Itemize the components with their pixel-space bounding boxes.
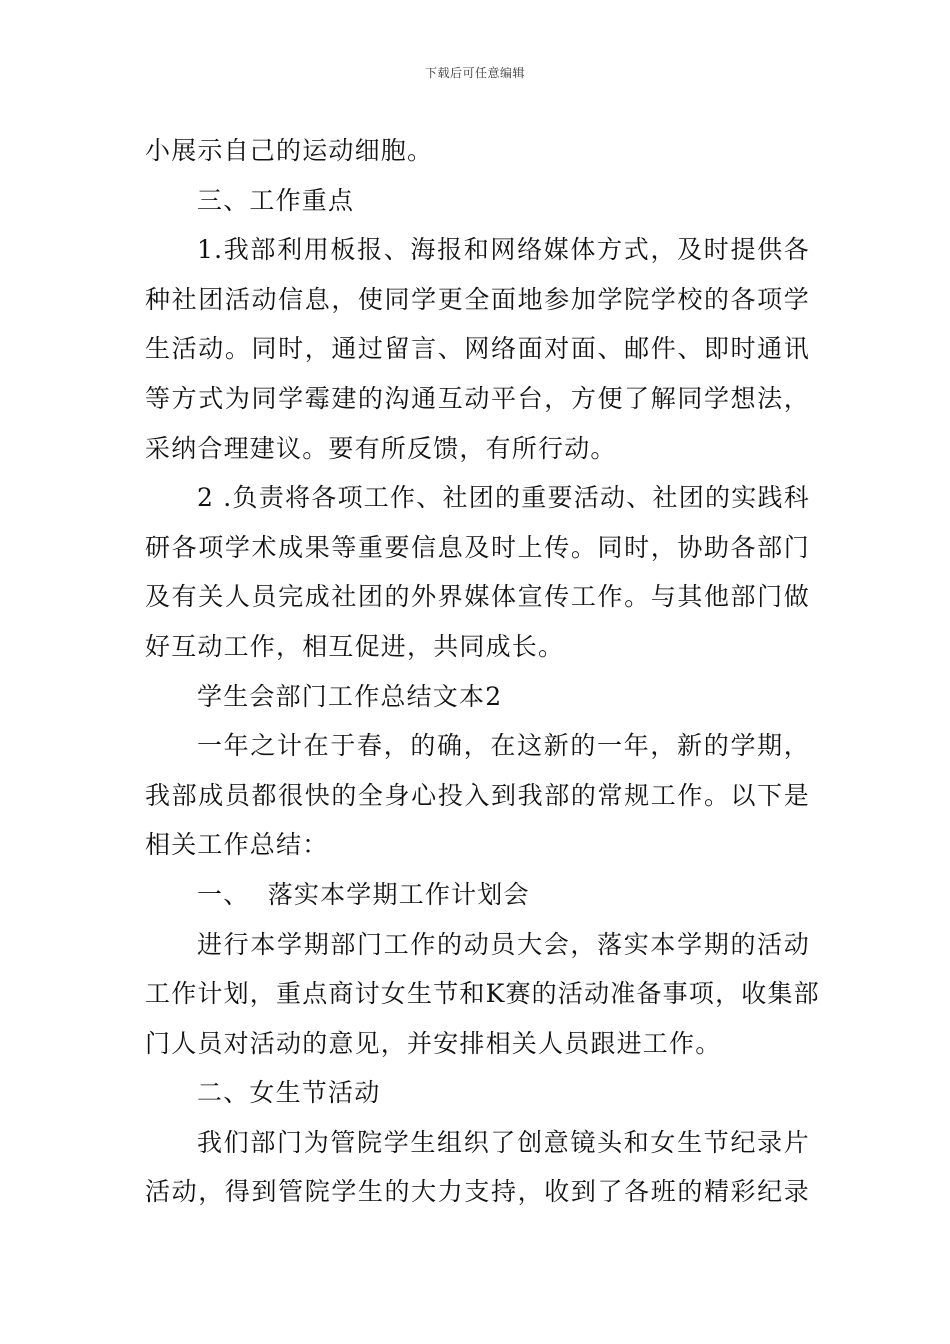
paragraph-line: 相关工作总结： [145, 830, 329, 860]
paragraph-line: 研各项学术成果等重要信息及时上传。同时，协助各部门 [145, 532, 810, 562]
paragraph-line: 活动，得到管院学生的大力支持，收到了各班的精彩纪录 [145, 1177, 810, 1207]
paragraph-line: 1.我部利用板报、海报和网络媒体方式，及时提供各 [197, 235, 810, 265]
paragraph-line: 2 .负责将各项工作、社团的重要活动、社团的实践科 [197, 483, 810, 513]
paragraph-line: 采纳合理建议。要有所反馈，有所行动。 [145, 433, 617, 463]
paragraph-line: 进行本学期部门工作的动员大会，落实本学期的活动 [197, 929, 810, 959]
document-body [145, 126, 820, 1217]
header-note: 下载后可任意编辑 [424, 66, 525, 80]
section-heading: 二、女生节活动 [197, 1078, 381, 1108]
paragraph-line: 我部成员都很快的全身心投入到我部的常规工作。以下是 [145, 780, 810, 810]
paragraph-line: 门人员对活动的意见，并安排相关人员跟进工作。 [145, 1028, 722, 1058]
section-heading: 一、 落实本学期工作计划会 [197, 879, 530, 909]
document-subtitle: 学生会部门工作总结文本2 [197, 681, 503, 711]
paragraph-line: 一年之计在于春，的确，在这新的一年，新的学期， [197, 731, 810, 761]
paragraph-line: 好互动工作，相互促进，共同成长。 [145, 631, 565, 661]
paragraph-line: 等方式为同学霉建的沟通互动平台，方便了解同学想法， [145, 383, 810, 413]
section-heading: 三、工作重点 [197, 185, 355, 215]
paragraph-line: 我们部门为管院学生组织了创意镜头和女生节纪录片 [197, 1127, 810, 1157]
paragraph-line: 生活动。同时，通过留言、网络面对面、邮件、即时通讯 [145, 334, 810, 364]
paragraph-line: 工作计划，重点商讨女生节和K赛的活动准备事项，收集部 [145, 979, 820, 1009]
paragraph-line: 小展示自己的运动细胞。 [145, 136, 434, 165]
paragraph-line: 种社团活动信息，使同学更全面地参加学院学校的各项学 [145, 284, 810, 314]
paragraph-line: 及有关人员完成社团的外界媒体宣传工作。与其他部门做 [145, 582, 810, 612]
